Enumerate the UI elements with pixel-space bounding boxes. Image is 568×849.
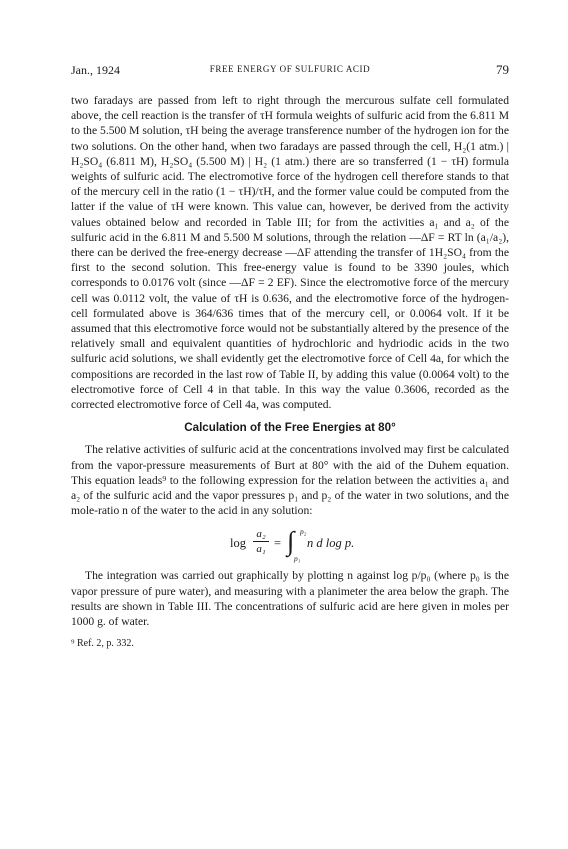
equation-fraction (253, 527, 269, 556)
paragraph-duhem: The relative activities of sulfuric acid at the concentrations involved may first be calculated from the vapor-pressure measurements of Burt at 80° with the aid of the Duhem equation. This equation leads⁹ to the following expression for the relation between the activities a₁ and a₂ of the sulfuric acid and the vapor pressures p₁ and p₂ of the water in two solutions, and the mole-ratio n of the water to the acid in any solution: (71, 443, 509, 518)
running-header (71, 62, 509, 80)
equation-equals: = (274, 536, 282, 551)
integral-upper-limit: p₂ (300, 527, 307, 537)
duhem-equation (71, 526, 509, 564)
integral-lower-limit: p₁ (294, 554, 301, 564)
header-date: Jan., 1924 (71, 63, 120, 77)
equation-log: log (230, 536, 246, 551)
paragraph-integration: The integration was carried out graphically by plotting n against log p/p₀ (where p₀ is the vapor pressure of pure water), and measuring with a planimeter the area below the graph. The results are shown in Table III. The concentrations of sulfuric acid are here given in moles per 1000 g. of water. (71, 569, 509, 629)
equation-denominator: a₁ (256, 543, 266, 556)
integral-sign: ∫ (287, 526, 295, 557)
page-body (71, 93, 509, 650)
header-running-title: FREE ENERGY OF SULFURIC ACID (209, 64, 371, 74)
paragraph-continued: two faradays are passed from left to right through the mercurous sulfate cell formulated above, the cell reaction is the transfer of τH formula weights of sulfuric acid from the 6.811 M to the 5.500 M solution, τH being the average transference number of the hydrogen ion for the two solutions. On the other hand, when two faradays are passed through the cell, H₂(1 atm.) | H₂SO₄ (6.811 M), H₂SO₄ (5.500 M) | H₂ (1 atm.) there are so transferred (1 − τH) formula weights of sulfuric acid. The electromotive force of the hydrogen cell therefore stands to that of the mercury cell in the ratio (1 − τH)/τH, and the former value could be computed from the latter if the value of τH were known. This value can, however, be derived from the activity values obtained below and recorded in Table III; for from the activities a₁ and a₂ of the sulfuric acid in the 6.811 M and 5.500 M solutions, through the relation —ΔF = RT ln (a₁/a₂), there can be derived the free-energy decrease —ΔF attending the transfer of 1H₂SO₄ from the first to the second solution. This free-energy value is found to be 3390 joules, which corresponds to 0.0176 volt (since —ΔF = 2 EF). Since the electromotive force of the mercury cell was 0.0112 volt, the value of τH is 0.636, and the electromotive force of the hydrogen-cell formulated above is 364/636 times that of the mercury cell, or 0.0064 volt. If it be assumed that this electromotive force would not be substantially altered by the presence of the relatively small and equivalent quantities of hydrochloric and hydriodic acids in the two sulfuric acid solutions, we shall evidently get the electromotive force of Cell 4a, for which the compositions are recorded in the last row of Table II, by adding this value (0.0064 volt) to the electromotive force of Cell 4 in that table. In this way the value 0.3606, recorded as the corrected electromotive force of Cell 4a, was computed. (71, 94, 509, 412)
footnote: ⁹ Ref. 2, p. 332. (71, 638, 134, 650)
page-number: 79 (496, 62, 509, 77)
equation-numerator: a₂ (253, 527, 269, 542)
section-heading: Calculation of the Free Energies at 80° (184, 421, 396, 435)
integrand: n d log p. (307, 536, 355, 551)
